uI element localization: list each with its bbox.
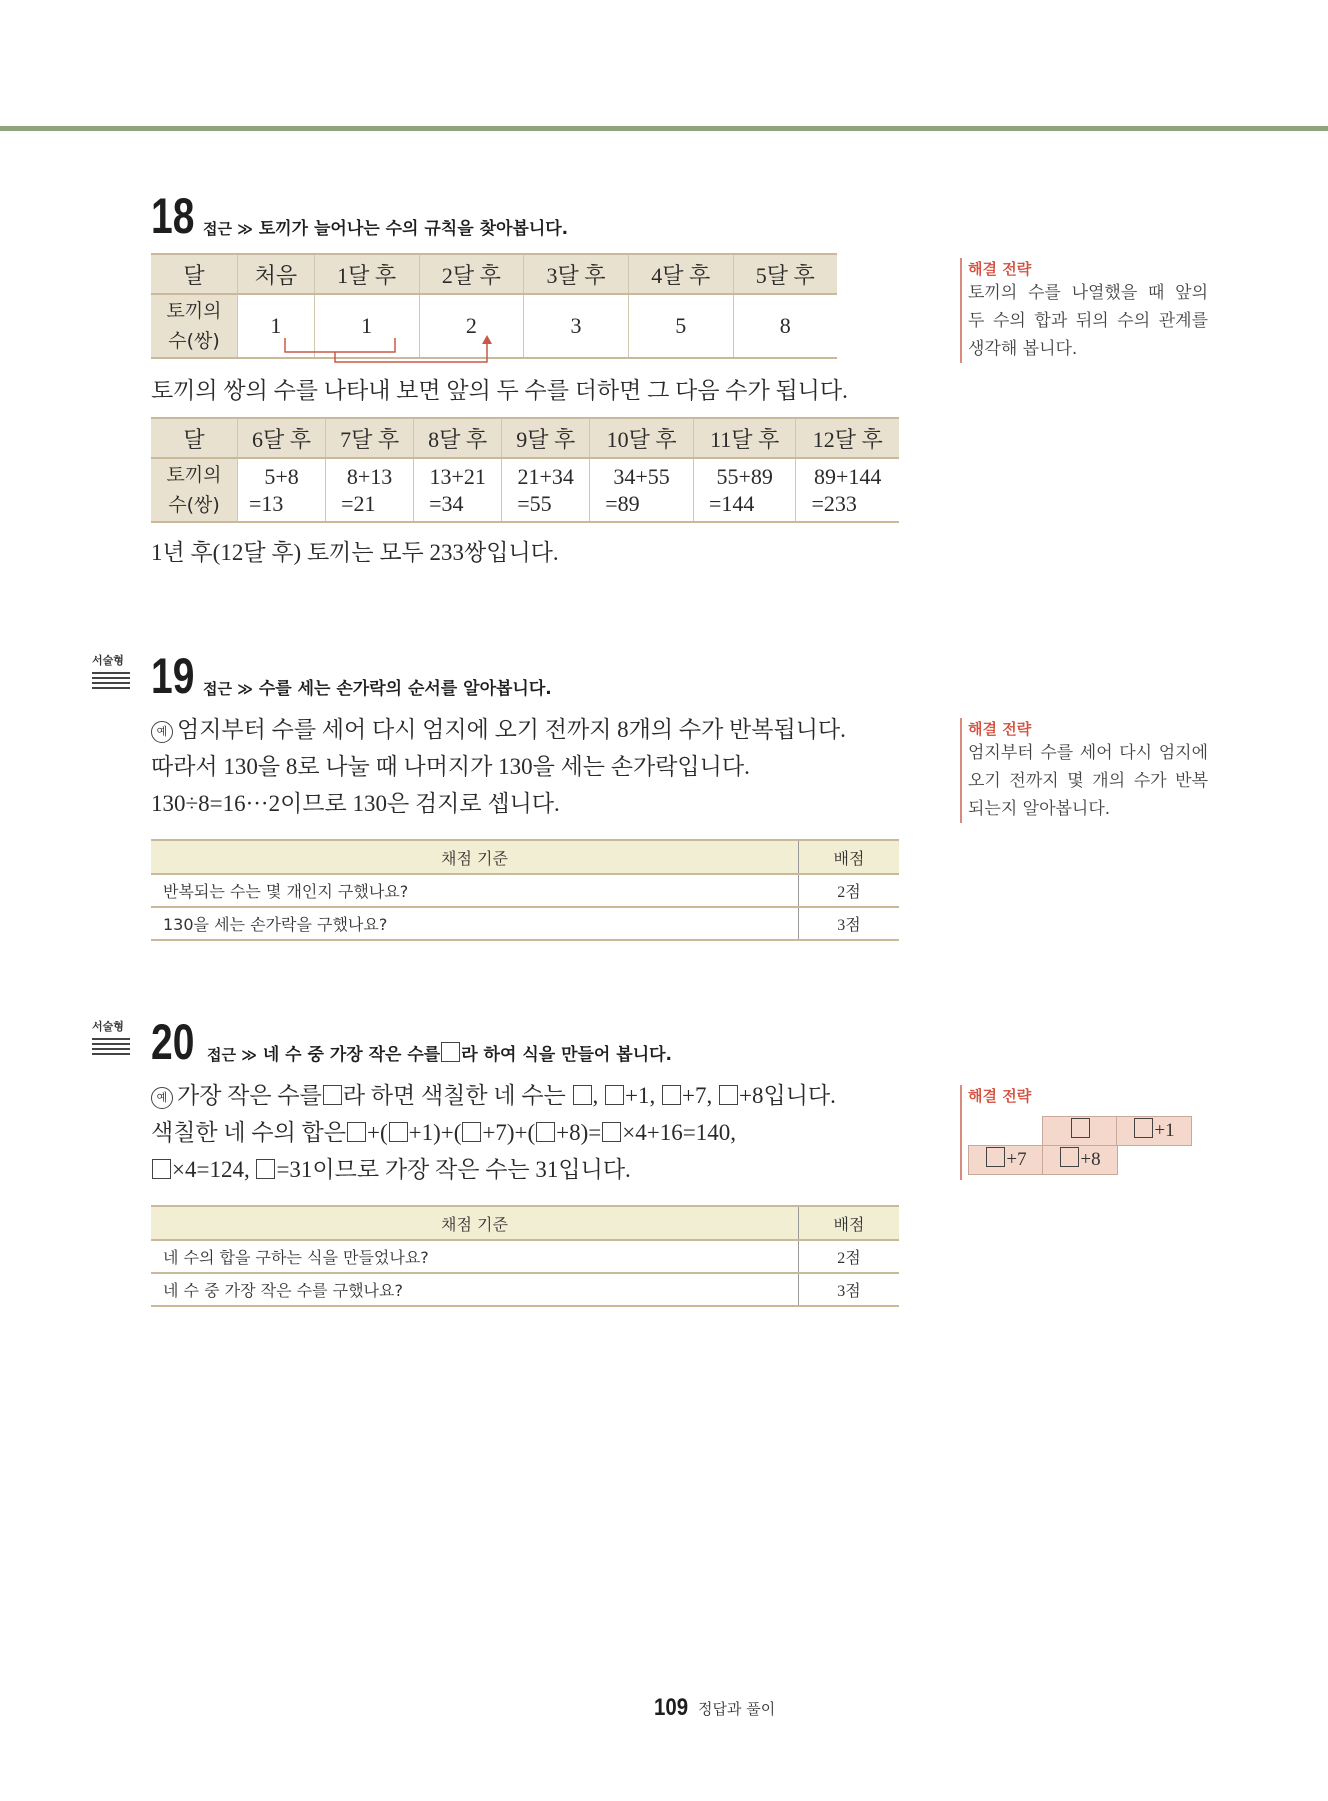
solution-line (151, 1077, 836, 1114)
blank-box-icon (602, 1122, 621, 1142)
blank-box-icon (986, 1147, 1005, 1167)
table-header: 4달 후 (628, 254, 733, 294)
table-cell: 2 (419, 294, 524, 358)
line-text: ×4+16=140, (622, 1120, 736, 1145)
blank-box-icon (662, 1085, 681, 1105)
blank-box-icon (389, 1122, 408, 1142)
grid-cell (968, 1145, 1044, 1175)
blank-box-icon (462, 1122, 481, 1142)
rabbit-table-2 (151, 417, 899, 523)
question-number-19: 19 (151, 648, 195, 704)
question-number-18: 18 (151, 188, 195, 244)
table-header: 12달 후 (796, 418, 899, 458)
grid-cell (1042, 1116, 1118, 1146)
solution-19 (151, 711, 846, 822)
sum-bracket-arrow (270, 334, 510, 368)
table-header: 5달 후 (733, 254, 837, 294)
question-number-20: 20 (151, 1014, 195, 1070)
score-criterion: 반복되는 수는 몇 개인지 구했나요? (151, 874, 799, 907)
line-text: 색칠한 네 수의 합은 (151, 1120, 346, 1145)
table-cell (414, 458, 502, 522)
table-cell: 3 (524, 294, 629, 358)
table-header: 11달 후 (693, 418, 796, 458)
page-label: 정답과 풀이 (698, 1700, 776, 1718)
strategy-text: 엄지부터 수를 세어 다시 엄지에 오기 전까지 몇 개의 수가 반복되는지 알아봅니다. (968, 743, 1208, 819)
blank-box-icon (605, 1085, 624, 1105)
cell-line: 89+144 (814, 464, 882, 489)
grid-label: +7 (1006, 1149, 1027, 1170)
solution-line: 따라서 130을 8로 나눌 때 나머지가 130을 세는 손가락입니다. (151, 754, 750, 779)
table-cell (238, 458, 326, 522)
cell-line: =89 (605, 491, 640, 516)
strategy-box-18 (960, 258, 1208, 363)
table-cell (796, 458, 899, 522)
approach-label: 접근 ≫ (203, 680, 253, 698)
grid-label: +8 (1080, 1149, 1101, 1170)
strategy-title: 해결 전략 (968, 720, 1032, 738)
table-cell (502, 458, 590, 522)
table-header: 달 (151, 254, 238, 294)
approach-20 (207, 1040, 672, 1065)
line-text: ×4=124, (172, 1157, 250, 1182)
cell-line: 34+55 (613, 464, 670, 489)
score-criterion: 네 수 중 가장 작은 수를 구했나요? (151, 1273, 799, 1306)
blank-box-icon (1060, 1147, 1079, 1167)
score-criterion: 130을 세는 손가락을 구했나요? (151, 907, 799, 940)
descriptive-badge-20 (92, 1018, 136, 1058)
score-points: 3점 (799, 907, 900, 940)
line-text: 엄지부터 수를 세어 다시 엄지에 오기 전까지 8개의 수가 반복됩니다. (177, 717, 846, 742)
approach-label: 접근 ≫ (207, 1046, 257, 1064)
scoring-table-20 (151, 1205, 899, 1307)
strategy-title: 해결 전략 (968, 260, 1032, 278)
cell-line: 5+8 (264, 464, 299, 489)
row-header (151, 458, 238, 522)
grid-cell (1042, 1145, 1118, 1175)
solution-20 (151, 1077, 836, 1188)
solution-line: 130÷8=16···2이므로 130은 검지로 셉니다. (151, 791, 560, 816)
row-header-line: 토끼의 (166, 300, 222, 322)
table-cell (590, 458, 694, 522)
approach-text-post: 라 하여 식을 만들어 봅니다. (461, 1045, 672, 1065)
strategy-title: 해결 전략 (968, 1087, 1032, 1105)
row-header (151, 294, 238, 358)
score-header-criteria: 채점 기준 (151, 1206, 799, 1240)
blank-box-icon (441, 1042, 460, 1062)
table-header: 3달 후 (524, 254, 629, 294)
approach-label: 접근 ≫ (203, 220, 253, 238)
table-header: 7달 후 (326, 418, 414, 458)
cell-line: =55 (517, 491, 552, 516)
row-header-line: 수(쌍) (168, 494, 220, 516)
badge-lines-icon (92, 672, 136, 689)
score-header-points: 배점 (799, 840, 900, 874)
blank-box-icon (152, 1159, 171, 1179)
line-text: +7)+( (482, 1120, 536, 1145)
approach-18 (203, 214, 568, 239)
sentence-18: 토끼의 쌍의 수를 나타내 보면 앞의 두 수를 더하면 그 다음 수가 됩니다. (151, 378, 848, 403)
line-text: +7, (682, 1083, 713, 1108)
blank-box-icon (536, 1122, 555, 1142)
blank-box-icon (347, 1122, 366, 1142)
grid-cell (1116, 1116, 1192, 1146)
table-header: 8달 후 (414, 418, 502, 458)
approach-text: 수를 세는 손가락의 순서를 알아봅니다. (258, 679, 552, 699)
descriptive-badge-19 (92, 652, 136, 692)
table-cell: 8 (733, 294, 837, 358)
solution-line (151, 1114, 836, 1151)
table-header: 6달 후 (238, 418, 326, 458)
badge-label: 서술형 (92, 1020, 124, 1033)
table-header: 처음 (238, 254, 315, 294)
table-header: 달 (151, 418, 238, 458)
line-text: +8)= (556, 1120, 602, 1145)
blank-box-icon (573, 1085, 592, 1105)
blank-box-icon (1071, 1118, 1090, 1138)
cell-line: 8+13 (346, 464, 393, 489)
cell-line: =144 (708, 491, 755, 516)
line-text: +1, (625, 1083, 656, 1108)
example-mark: 예 (151, 721, 173, 743)
row-header-line: 수(쌍) (168, 330, 220, 352)
line-text: , (592, 1083, 599, 1108)
blank-box-icon (719, 1085, 738, 1105)
table-cell (326, 458, 414, 522)
cell-line: =34 (429, 491, 464, 516)
grid-label: +1 (1154, 1120, 1175, 1141)
strategy-text: 토끼의 수를 나열했을 때 앞의 두 수의 합과 뒤의 수의 관계를 생각해 봅니다. (968, 283, 1208, 359)
line-text: +( (367, 1120, 388, 1145)
table-header: 10달 후 (590, 418, 694, 458)
row-header-line: 토끼의 (166, 464, 222, 486)
cell-line: =13 (249, 491, 284, 516)
example-mark: 예 (151, 1087, 173, 1109)
solution-line (151, 1151, 836, 1188)
score-points: 3점 (799, 1273, 900, 1306)
conclusion-18: 1년 후(12달 후) 토끼는 모두 233쌍입니다. (151, 540, 559, 565)
table-cell: 5 (628, 294, 733, 358)
page-number: 109 (654, 1694, 689, 1721)
blank-box-icon (1134, 1118, 1153, 1138)
line-text: =31이므로 가장 작은 수는 31입니다. (276, 1157, 631, 1182)
line-text: 라 하면 색칠한 네 수는 (342, 1083, 566, 1108)
score-header-points: 배점 (799, 1206, 900, 1240)
line-text: +1)+( (408, 1120, 462, 1145)
table-header: 1달 후 (314, 254, 419, 294)
blank-box-icon (256, 1159, 275, 1179)
cell-line: =233 (811, 491, 857, 516)
score-criterion: 네 수의 합을 구하는 식을 만들었나요? (151, 1240, 799, 1273)
scoring-table-19 (151, 839, 899, 941)
approach-19 (203, 674, 552, 699)
table-header: 9달 후 (502, 418, 590, 458)
approach-text-pre: 네 수 중 가장 작은 수를 (262, 1045, 441, 1065)
approach-text: 토끼가 늘어나는 수의 규칙을 찾아봅니다. (258, 219, 569, 239)
line-text: +8입니다. (739, 1083, 836, 1108)
badge-label: 서술형 (92, 654, 124, 667)
table-cell (693, 458, 796, 522)
score-header-criteria: 채점 기준 (151, 840, 799, 874)
line-text: 가장 작은 수를 (177, 1083, 322, 1108)
table-cell: 1 (314, 294, 419, 358)
score-points: 2점 (799, 874, 900, 907)
top-rule (0, 126, 1328, 131)
table-cell: 1 (238, 294, 315, 358)
solution-line (151, 711, 846, 748)
cell-line: 13+21 (429, 464, 486, 489)
table-header: 2달 후 (419, 254, 524, 294)
cell-line: 21+34 (517, 464, 574, 489)
badge-lines-icon (92, 1038, 136, 1055)
score-points: 2점 (799, 1240, 900, 1273)
cell-line: =21 (341, 491, 376, 516)
cell-line: 55+89 (716, 464, 773, 489)
blank-box-icon (323, 1085, 342, 1105)
strategy-box-19 (960, 718, 1208, 823)
